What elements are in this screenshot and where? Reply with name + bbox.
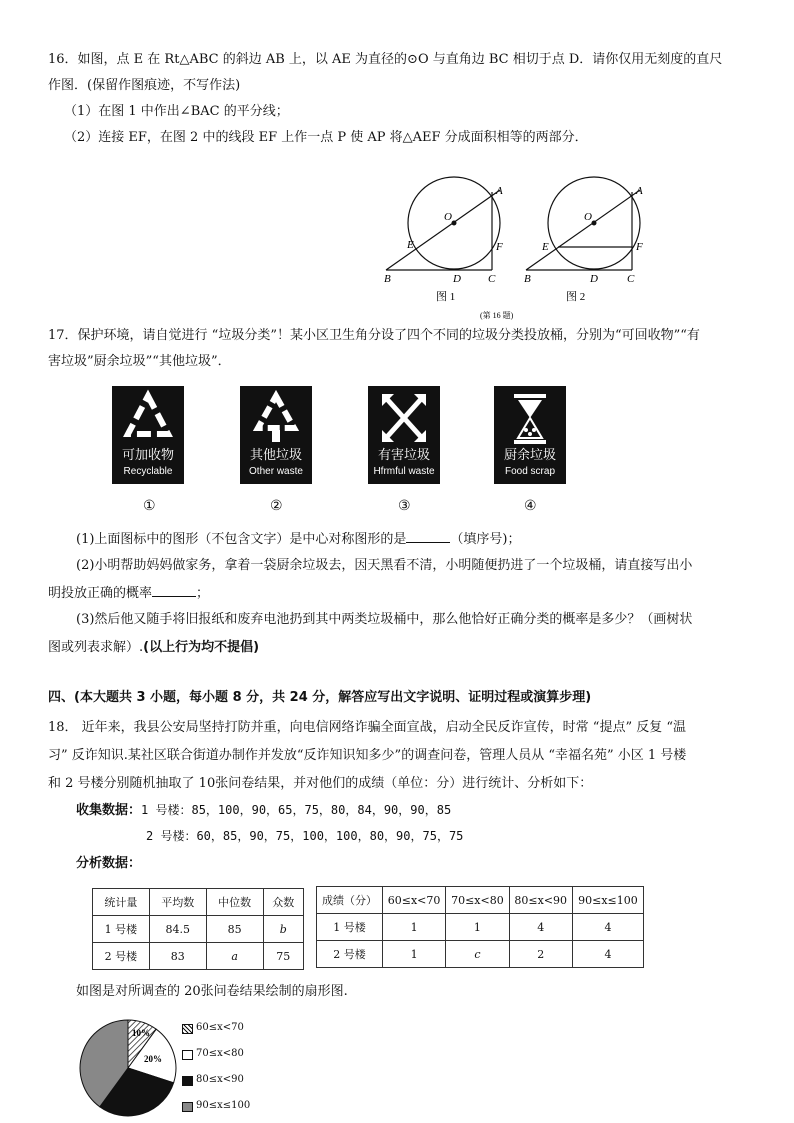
- section-4-title: 四、(本大题共 3 小题，每小题 8 分，共 24 分，解答应写出文字说明、证明过程或演算步理): [48, 690, 592, 705]
- legend-label-4: 90≤x≤100: [196, 1100, 251, 1111]
- pie-label-20: 20%: [144, 1054, 162, 1064]
- legend-swatch-white: [182, 1050, 193, 1060]
- num-4: ④: [524, 498, 537, 514]
- label-c: C: [488, 273, 496, 285]
- q16-line2: 作图．(保留作图痕迹，不写作法): [48, 78, 241, 93]
- answer-blank-2: [152, 582, 196, 597]
- figure-1: [384, 177, 503, 303]
- svg-text:F: F: [636, 241, 643, 253]
- legend-swatch-grey: [182, 1102, 193, 1112]
- other-waste-icon: [240, 386, 312, 484]
- legend-label-1: 60≤x<70: [196, 1022, 244, 1033]
- legend-swatch-black: [182, 1076, 193, 1086]
- svg-text:A: A: [636, 185, 643, 197]
- label-d: D: [453, 273, 461, 285]
- icon-4-cn: 厨余垃圾: [503, 448, 556, 463]
- svg-text:B: B: [524, 273, 531, 285]
- q16-figures: [378, 170, 668, 320]
- food-scrap-icon: [494, 386, 566, 484]
- svg-text:C: C: [627, 273, 635, 285]
- q16-sub1: （1）在图 1 中作出∠BAC 的平分线；: [64, 104, 289, 119]
- q17-p2b: 明投放正确的概率 ；: [48, 582, 209, 604]
- pie-intro: 如图是对所调查的 20张问卷结果绘制的扇形图.: [76, 984, 348, 999]
- q17-p3a: (3)然后他又随手将旧报纸和废弃电池扔到其中两类垃圾桶中，那么他恰好正确分类的概率是多少？（画树状: [76, 612, 693, 627]
- q18-b2: 2 号楼：60，85，90，75，100，100，80，90，75，75: [146, 829, 464, 843]
- icon-3-en: Hfrmful waste: [373, 466, 435, 477]
- answer-blank-1: [406, 528, 450, 543]
- icon-3-cn: 有害垃圾: [377, 448, 430, 463]
- q16-line1: 16．如图，点 E 在 Rt△ABC 的斜边 AB 上，以 AE 为直径的⊙O 与直角边 BC 相切于点 D．请你仅用无刻度的直尺: [48, 52, 723, 67]
- harmful-waste-icon: [368, 386, 440, 484]
- pie-chart: [78, 1016, 178, 1120]
- num-1: ①: [143, 498, 156, 514]
- fig1-caption: 图 1: [436, 291, 456, 303]
- label-b: B: [384, 273, 391, 285]
- label-e: E: [407, 239, 414, 251]
- icon-2-en: Other waste: [249, 466, 303, 477]
- legend-label-3: 80≤x<90: [196, 1074, 244, 1085]
- label-f: F: [496, 241, 503, 253]
- svg-text:D: D: [590, 273, 598, 285]
- fig2-caption: 图 2: [566, 291, 586, 303]
- q17-line1: 17．保护环境，请自觉进行 “垃圾分类”！某小区卫生角分设了四个不同的垃圾分类投放桶，分别为“可回收物”“有: [48, 328, 700, 343]
- icon-1-en: Recyclable: [123, 466, 173, 477]
- q18-analyze: 分析数据：: [76, 856, 142, 871]
- label-a: A: [496, 185, 503, 197]
- q17-line2: 害垃圾”厨余垃圾”“其他垃圾”．: [48, 354, 231, 369]
- icon-2-cn: 其他垃圾: [249, 448, 302, 463]
- stats-table: 统计量 平均数 中位数 众数 1 号楼 84.5 85 b 2 号楼 83 a 75: [92, 888, 304, 970]
- q18-collect: 收集数据：1 号楼：85，100，90，65，75，80，84，90，90，85: [76, 803, 452, 818]
- num-3: ③: [398, 498, 411, 514]
- pie-label-10: 10%: [132, 1028, 150, 1038]
- legend-label-2: 70≤x<80: [196, 1048, 244, 1059]
- icon-4-en: Food scrap: [504, 466, 556, 477]
- num-2: ②: [270, 498, 283, 514]
- q18-line2: 习” 反诈知识.某社区联合街道办制作并发放“反诈知识知多少”的调查问卷，管理人员从 “幸福名苑” 小区 1 号楼: [48, 748, 687, 763]
- figure-2: [524, 177, 643, 303]
- legend-swatch-hatch: [182, 1024, 193, 1034]
- q17-p3b: 图或列表求解）.(以上行为均不提倡): [48, 640, 260, 655]
- q16-sub2: （2）连接 EF，在图 2 中的线段 EF 上作一点 P 使 AP 将△AEF 分成面积相等的两部分．: [64, 130, 588, 145]
- q17-p1: (1)上面图标中的图形（不包含文字）是中心对称图形的是 （填序号)；: [76, 528, 521, 550]
- q18-line3: 和 2 号楼分别随机抽取了 10张问卷结果，并对他们的成绩（单位：分）进行统计、分析如下：: [48, 776, 593, 791]
- q18-line1: 18． 近年来，我县公安局坚持打防并重，向电信网络诈骗全面宣战，启动全民反诈宣传，时常 “提点” 反复 “温: [48, 720, 687, 735]
- frequency-table: 成绩（分） 60≤x<70 70≤x<80 80≤x<90 90≤x≤100 1 号楼 1 1 4 4 2 号楼 1 c 2 4: [316, 886, 644, 968]
- svg-text:E: E: [542, 241, 549, 253]
- label-o: O: [444, 211, 452, 223]
- icon-1-cn: 可加收物: [121, 448, 174, 463]
- q17-p2a: (2)小明帮助妈妈做家务，拿着一袋厨余垃圾去，因天黑看不清，小明随便扔进了一个垃圾桶，请直接写出小: [76, 558, 693, 573]
- fig-note: (第 16 题): [480, 311, 514, 320]
- recyclable-icon: [112, 386, 184, 484]
- svg-text:O: O: [584, 211, 592, 223]
